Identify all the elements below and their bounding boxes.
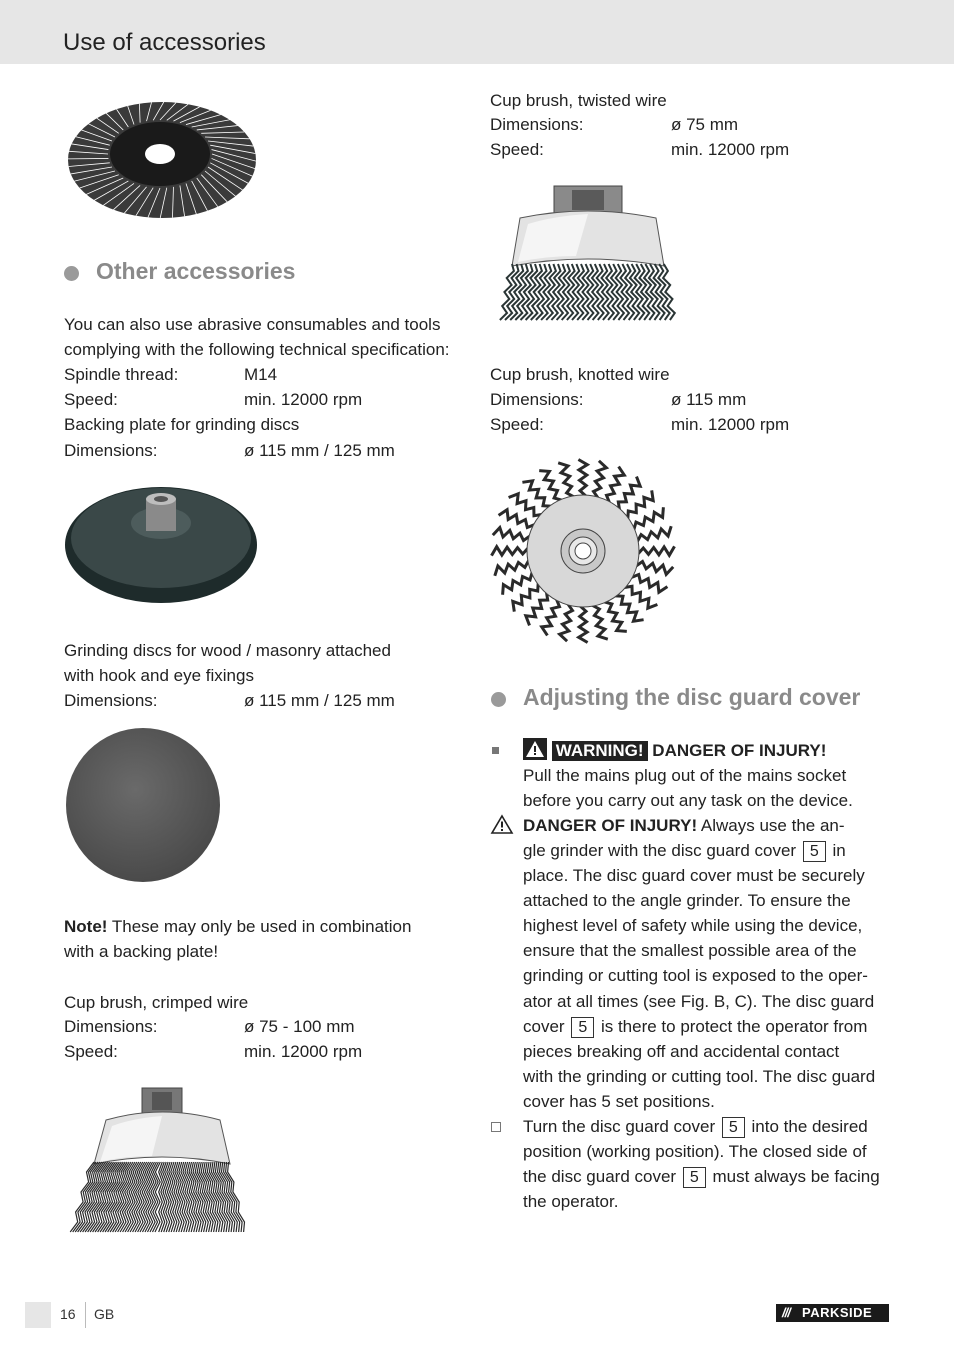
grinding-discs-dimensions: ø 115 mm / 125 mm xyxy=(244,691,395,710)
crimped-cup-brush-illustration xyxy=(64,1086,260,1238)
intro-text-line: You can also use abrasive consumables and tools xyxy=(64,315,441,334)
danger-text-line: attached to the angle grinder. To ensure the xyxy=(523,891,851,910)
caution-triangle-icon xyxy=(490,814,514,835)
danger-text: is there to protect the operator from xyxy=(596,1017,868,1036)
danger-text-line: highest level of safety while using the device, xyxy=(523,916,863,935)
crimped-brush-title: Cup brush, crimped wire xyxy=(64,993,249,1012)
footer-marker xyxy=(25,1302,51,1328)
other-accessories-heading: Other accessories xyxy=(96,258,296,284)
dimensions-label: Dimensions: xyxy=(490,390,584,409)
grinding-disc-illustration xyxy=(64,727,224,887)
speed-value: min. 12000 rpm xyxy=(244,390,363,409)
danger-text: in xyxy=(827,841,846,860)
logo-stripes: /// xyxy=(782,1305,790,1320)
danger-text-line xyxy=(523,838,846,863)
speed-label: Speed: xyxy=(64,390,118,409)
parkside-logo xyxy=(776,1304,889,1322)
knotted-wire-brush-illustration xyxy=(490,458,678,646)
intro-text-line: complying with the following technical specification: xyxy=(64,340,450,359)
knotted-brush-speed: min. 12000 rpm xyxy=(671,415,790,434)
note-bold: Note! xyxy=(64,917,108,936)
footer-divider xyxy=(85,1302,86,1328)
language-code: GB xyxy=(94,1306,115,1322)
adjust-guard-heading: Adjusting the disc guard cover xyxy=(523,684,861,710)
page-title: Use of accessories xyxy=(63,29,266,56)
backing-plate-dimensions: ø 115 mm / 125 mm xyxy=(244,441,395,460)
logo-brand: PARKSIDE xyxy=(802,1305,873,1320)
step-text-line: position (working position). The closed side of xyxy=(523,1142,867,1161)
warning-text-line: Pull the mains plug out of the mains socket xyxy=(523,766,847,785)
danger-of-injury: DANGER OF INJURY! xyxy=(652,741,827,760)
section-bullet xyxy=(491,692,506,707)
spindle-label: Spindle thread: xyxy=(64,365,179,384)
step-text-line xyxy=(523,1164,880,1189)
section-bullet xyxy=(64,266,79,281)
page-number: 16 xyxy=(60,1306,76,1322)
twisted-brush-speed: min. 12000 rpm xyxy=(671,140,790,159)
grinding-discs-title-cont: with hook and eye fixings xyxy=(64,666,254,685)
danger-text-line: place. The disc guard cover must be securely xyxy=(523,866,865,885)
step-bullet xyxy=(491,1122,501,1132)
warning-line xyxy=(523,738,826,763)
dimensions-label: Dimensions: xyxy=(64,1017,158,1036)
step-text-line: the operator. xyxy=(523,1192,619,1211)
danger-text: gle grinder with the disc guard cover xyxy=(523,841,797,860)
reference-number-box: 5 xyxy=(722,1117,745,1138)
step-text: the disc guard cover xyxy=(523,1167,677,1186)
danger-text-line xyxy=(523,813,845,838)
reference-number-box: 5 xyxy=(571,1017,594,1038)
reference-number-box: 5 xyxy=(803,841,826,862)
crimped-brush-dimensions: ø 75 - 100 mm xyxy=(244,1017,355,1036)
twisted-brush-dimensions: ø 75 mm xyxy=(671,115,739,134)
flap-disc-illustration xyxy=(64,82,264,224)
backing-plate-title: Backing plate for grinding discs xyxy=(64,415,300,434)
twisted-cup-brush-illustration xyxy=(490,184,686,330)
warning-text-line: before you carry out any task on the device. xyxy=(523,791,853,810)
dimensions-label: Dimensions: xyxy=(64,691,158,710)
note-line xyxy=(64,914,411,939)
step-text: Turn the disc guard cover xyxy=(523,1117,716,1136)
danger-text: cover xyxy=(523,1017,565,1036)
danger-of-injury: DANGER OF INJURY! xyxy=(523,816,698,835)
speed-label: Speed: xyxy=(490,140,544,159)
knotted-brush-title: Cup brush, knotted wire xyxy=(490,365,670,384)
twisted-brush-title: Cup brush, twisted wire xyxy=(490,91,667,110)
warning-triangle-icon xyxy=(523,738,547,760)
danger-text-line: with the grinding or cutting tool. The disc guard xyxy=(523,1067,876,1086)
danger-text-line: ator at all times (see Fig. B, C). The disc guard xyxy=(523,992,875,1011)
danger-text: Always use the an- xyxy=(697,816,845,835)
danger-text-line xyxy=(523,1014,867,1039)
speed-label: Speed: xyxy=(490,415,544,434)
dimensions-label: Dimensions: xyxy=(64,441,158,460)
knotted-brush-dimensions: ø 115 mm xyxy=(671,390,747,409)
speed-label: Speed: xyxy=(64,1042,118,1061)
note-line-cont: with a backing plate! xyxy=(64,942,219,961)
backing-plate-illustration xyxy=(64,483,258,605)
dimensions-label: Dimensions: xyxy=(490,115,584,134)
danger-text-line: ensure that the smallest possible area of the xyxy=(523,941,857,960)
warning-label: WARNING! xyxy=(552,741,648,761)
spindle-value: M14 xyxy=(244,365,278,384)
crimped-brush-speed: min. 12000 rpm xyxy=(244,1042,363,1061)
danger-text-line: pieces breaking off and accidental contact xyxy=(523,1042,840,1061)
step-text: must always be facing xyxy=(707,1167,880,1186)
danger-text-line: cover has 5 set positions. xyxy=(523,1092,715,1111)
reference-number-box: 5 xyxy=(683,1167,706,1188)
danger-text-line: grinding or cutting tool is exposed to the oper- xyxy=(523,966,868,985)
step-text: into the desired xyxy=(746,1117,868,1136)
list-bullet xyxy=(492,747,499,754)
note-text: These may only be used in combination xyxy=(107,917,412,936)
grinding-discs-title: Grinding discs for wood / masonry attached xyxy=(64,641,391,660)
step-text-line xyxy=(523,1114,868,1139)
